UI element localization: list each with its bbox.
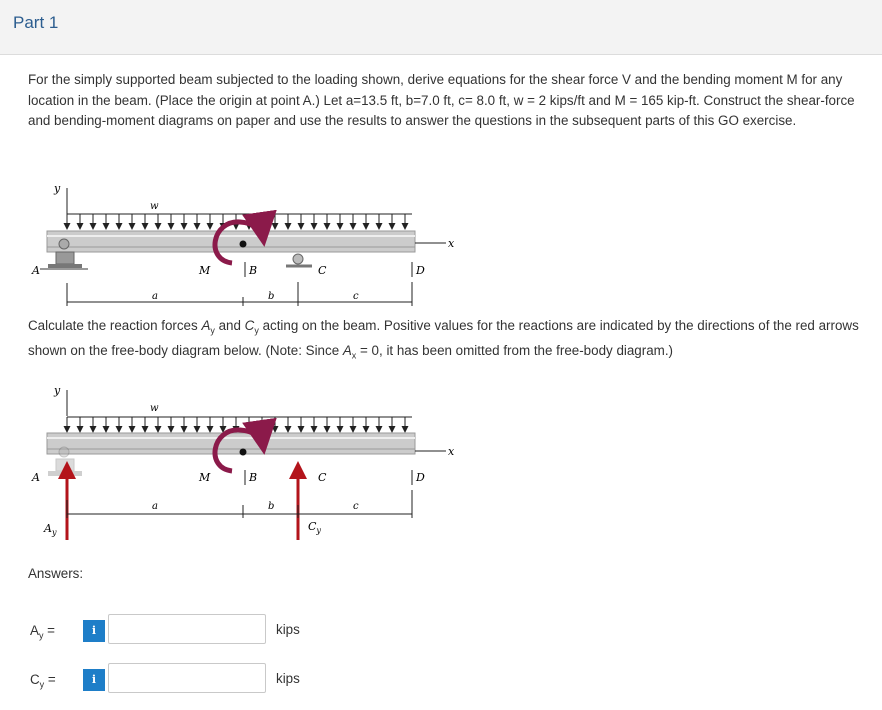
part-title: Part 1 xyxy=(13,13,59,32)
dimension-line xyxy=(67,282,412,306)
beam xyxy=(47,231,415,252)
beam-figure xyxy=(0,180,882,315)
fbd-dim-c-label: c xyxy=(353,501,359,512)
dim-a-label: a xyxy=(152,291,158,302)
fbd-x-axis-label: x xyxy=(448,445,455,458)
info-icon[interactable]: i xyxy=(83,620,105,642)
ay-answer-input[interactable] xyxy=(108,614,266,644)
point-b-label: B xyxy=(249,264,258,277)
fbd-point-b-label: B xyxy=(249,471,258,484)
free-body-diagram xyxy=(0,380,882,555)
reaction-cy-label: $C_y$ xyxy=(308,520,321,535)
fbd-beam xyxy=(47,433,415,454)
y-axis-label: y xyxy=(54,182,61,195)
fbd-point-d-label: D xyxy=(416,471,425,484)
dim-c-label: c xyxy=(353,291,359,302)
x-axis-label: x xyxy=(448,237,455,250)
reaction-ay-label: $A_y$ xyxy=(44,522,57,537)
load-w-label: w xyxy=(150,201,159,212)
info-icon[interactable]: i xyxy=(83,669,105,691)
point-a-label: A xyxy=(32,264,40,277)
moment-m-label: M xyxy=(199,264,211,277)
problem-statement: For the simply supported beam subjected to the loading shown, derive equations for the shear force V and the bending moment M for any location in the beam. (Place the origin at point A.) Let a=13.5 ft, b=7.0 ft, c= 8.0 ft, w = 2 kips/ft and M = 165 kip-ft. Construct the shear-force and bending-moment diagrams on paper and use the results to answer the questions in the subsequent parts of this GO exercise. xyxy=(28,72,855,128)
fbd-dim-a-label: a xyxy=(152,501,158,512)
dim-b-label: b xyxy=(268,291,275,302)
point-d-label: D xyxy=(416,264,425,277)
reactions-instruction: Calculate the reaction forces $A_y$ and $C_y$ acting on the beam. Positive values for the reactions are indicated by the directions of the red arrows shown on the free-body diagram below. (Note: Since $A_x = 0$, it has been omitted from the free-body diagram.) xyxy=(28,318,859,361)
point-c-label: C xyxy=(318,264,327,277)
ay-unit: kips xyxy=(276,622,300,637)
fbd-moment-m-label: M xyxy=(199,471,211,484)
answer-label-ay: $A_y$ = xyxy=(30,623,55,641)
fbd-dimension-line xyxy=(67,490,412,518)
cy-unit: kips xyxy=(276,671,300,686)
cy-answer-input[interactable] xyxy=(108,663,266,693)
roller-support-c xyxy=(286,254,312,266)
fbd-point-c-label: C xyxy=(318,471,327,484)
fbd-dim-b-label: b xyxy=(268,501,275,512)
answers-heading: Answers: xyxy=(28,566,84,581)
fbd-load-w-label: w xyxy=(150,403,159,414)
fbd-point-a-label: A xyxy=(32,471,40,484)
part-header xyxy=(0,0,882,55)
fbd-y-axis-label: y xyxy=(54,384,61,397)
answer-label-cy: $C_y$ = xyxy=(30,672,56,690)
